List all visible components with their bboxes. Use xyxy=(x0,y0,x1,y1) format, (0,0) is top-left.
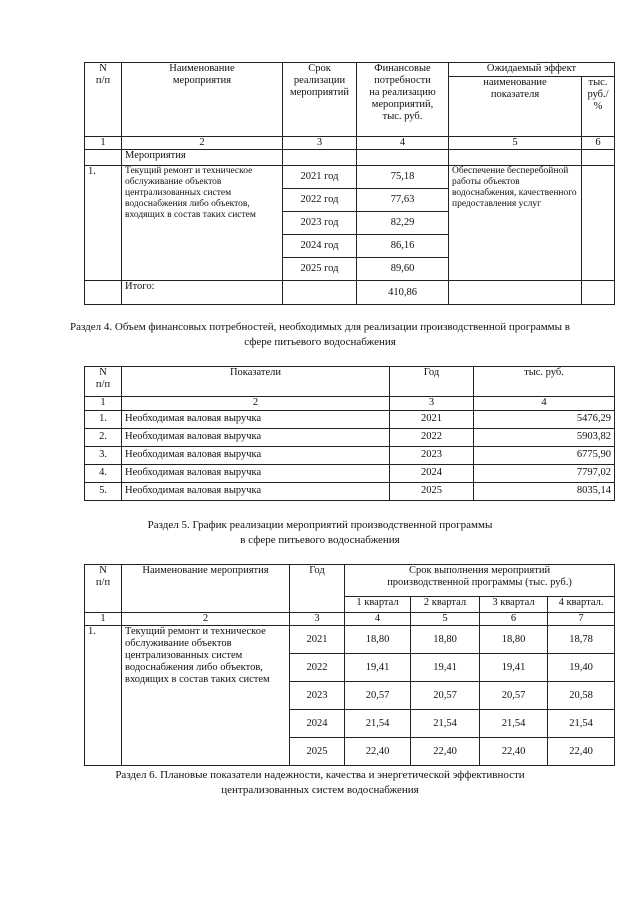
row-year: 2021 xyxy=(290,626,345,654)
q3-value: 20,57 xyxy=(480,682,548,710)
q2-value: 18,80 xyxy=(411,626,480,654)
header-indicators: Показатели xyxy=(122,367,390,397)
table-row xyxy=(85,483,615,501)
q3-value: 19,41 xyxy=(480,654,548,682)
column-numbers-row xyxy=(85,137,615,150)
row-year: 2024 xyxy=(390,465,474,483)
row-name: Текущий ремонт и техническое обслуживание объектов централизованных систем водоснабжения либо объектов, входящих в состав таких систем xyxy=(122,626,290,766)
section-4-title: Раздел 4. Объем финансовых потребностей, необходимых для реализации производственной программы в сфере питьевого водоснабжения xyxy=(70,321,570,348)
col-number: 1 xyxy=(85,137,122,150)
q1-value: 18,80 xyxy=(345,626,411,654)
q2-value: 19,41 xyxy=(411,654,480,682)
row-indicator: Необходимая валовая выручка xyxy=(122,483,390,501)
row-year: 2023 xyxy=(290,682,345,710)
row-year: 2022 xyxy=(390,429,474,447)
table-row xyxy=(85,465,615,483)
row-value: 7797,02 xyxy=(474,465,615,483)
row-year: 2025 xyxy=(290,738,345,766)
header-q3: 3 квартал xyxy=(480,597,548,613)
header-finance: Финансовые потребности на реализацию мероприятий, тыс. руб. xyxy=(357,63,449,137)
section-5-title: Раздел 5. График реализации мероприятий производственной программы в сфере питьевого водоснабжения xyxy=(147,519,493,546)
q3-value: 21,54 xyxy=(480,710,548,738)
row-indicator: Необходимая валовая выручка xyxy=(122,447,390,465)
header-unit: тыс. руб./ % xyxy=(582,77,615,137)
column-numbers-row xyxy=(85,613,615,626)
row-num: 1. xyxy=(85,411,122,429)
q4-value: 20,58 xyxy=(548,682,615,710)
section-6-title: Раздел 6. Плановые показатели надежности, качества и энергетической эффективности централизованных систем водоснабжения xyxy=(115,769,525,796)
table-row xyxy=(85,429,615,447)
header-name: Наименование мероприятия xyxy=(122,565,290,613)
row-year: 2021 xyxy=(390,411,474,429)
col-number: 5 xyxy=(449,137,582,150)
col-number: 3 xyxy=(390,397,474,411)
q4-value: 21,54 xyxy=(548,710,615,738)
row-num: 2. xyxy=(85,429,122,447)
col-number: 4 xyxy=(474,397,615,411)
row-indicator: Необходимая валовая выручка xyxy=(122,465,390,483)
header-num: N п/п xyxy=(85,565,122,613)
col-number: 7 xyxy=(548,613,615,626)
row-name: Текущий ремонт и техническое обслуживание объектов централизованных систем водоснабжения либо объектов, входящих в состав таких систем xyxy=(122,166,283,281)
total-row xyxy=(85,281,615,305)
col-number: 3 xyxy=(290,613,345,626)
measures-table xyxy=(84,62,615,305)
table-row xyxy=(85,411,615,429)
header-year: Год xyxy=(290,565,345,613)
row-year: 2025 xyxy=(390,483,474,501)
table-row xyxy=(85,447,615,465)
q3-value: 18,80 xyxy=(480,626,548,654)
header-unit: тыс. руб. xyxy=(474,367,615,397)
col-number: 3 xyxy=(283,137,357,150)
value-cell: 77,63 xyxy=(357,189,449,212)
q2-value: 21,54 xyxy=(411,710,480,738)
q2-value: 22,40 xyxy=(411,738,480,766)
col-number: 4 xyxy=(345,613,411,626)
q4-value: 22,40 xyxy=(548,738,615,766)
row-year: 2024 xyxy=(290,710,345,738)
q1-value: 19,41 xyxy=(345,654,411,682)
header-term: Срок выполнения мероприятий производственной программы (тыс. руб.) xyxy=(345,565,615,597)
row-year: 2023 xyxy=(390,447,474,465)
q1-value: 21,54 xyxy=(345,710,411,738)
header-num: N п/п xyxy=(85,63,122,137)
col-number: 5 xyxy=(411,613,480,626)
q4-value: 19,40 xyxy=(548,654,615,682)
col-number: 2 xyxy=(122,137,283,150)
row-value: 5476,29 xyxy=(474,411,615,429)
column-numbers-row xyxy=(85,397,615,411)
value-cell: 75,18 xyxy=(357,166,449,189)
col-number: 2 xyxy=(122,613,290,626)
row-indicator: Необходимая валовая выручка xyxy=(122,411,390,429)
schedule-table xyxy=(84,564,615,766)
total-value: 410,86 xyxy=(357,281,449,305)
col-number: 6 xyxy=(480,613,548,626)
year-cell: 2021 год xyxy=(283,166,357,189)
col-number: 6 xyxy=(582,137,615,150)
row-year: 2022 xyxy=(290,654,345,682)
year-cell: 2022 год xyxy=(283,189,357,212)
effect-text: Обеспечение бесперебойной работы объектов водоснабжения, качественного предоставления услуг xyxy=(449,166,582,281)
header-indicator: наименование показателя xyxy=(449,77,582,137)
section-row xyxy=(85,150,615,166)
header-q1: 1 квартал xyxy=(345,597,411,613)
col-number: 2 xyxy=(122,397,390,411)
q3-value: 22,40 xyxy=(480,738,548,766)
value-cell: 86,16 xyxy=(357,235,449,258)
header-effect: Ожидаемый эффект xyxy=(449,63,615,77)
row-num: 3. xyxy=(85,447,122,465)
table-row xyxy=(85,626,615,654)
col-number: 4 xyxy=(357,137,449,150)
col-number: 1 xyxy=(85,397,122,411)
year-cell: 2024 год xyxy=(283,235,357,258)
row-num: 5. xyxy=(85,483,122,501)
row-num: 1. xyxy=(85,626,122,766)
q1-value: 22,40 xyxy=(345,738,411,766)
row-num: 1. xyxy=(85,166,122,281)
header-period: Срок реализации мероприятий xyxy=(283,63,357,137)
col-number: 1 xyxy=(85,613,122,626)
q4-value: 18,78 xyxy=(548,626,615,654)
header-year: Год xyxy=(390,367,474,397)
table-row xyxy=(85,166,615,189)
q1-value: 20,57 xyxy=(345,682,411,710)
header-q4: 4 квартал. xyxy=(548,597,615,613)
revenue-table xyxy=(84,366,615,501)
value-cell: 82,29 xyxy=(357,212,449,235)
section-label: Мероприятия xyxy=(122,150,283,166)
header-name: Наименование мероприятия xyxy=(122,63,283,137)
row-value: 6775,90 xyxy=(474,447,615,465)
year-cell: 2023 год xyxy=(283,212,357,235)
year-cell: 2025 год xyxy=(283,258,357,281)
row-value: 5903,82 xyxy=(474,429,615,447)
value-cell: 89,60 xyxy=(357,258,449,281)
header-num: N п/п xyxy=(85,367,122,397)
header-q2: 2 квартал xyxy=(411,597,480,613)
row-num: 4. xyxy=(85,465,122,483)
total-label: Итого: xyxy=(122,281,283,305)
row-indicator: Необходимая валовая выручка xyxy=(122,429,390,447)
row-value: 8035,14 xyxy=(474,483,615,501)
q2-value: 20,57 xyxy=(411,682,480,710)
